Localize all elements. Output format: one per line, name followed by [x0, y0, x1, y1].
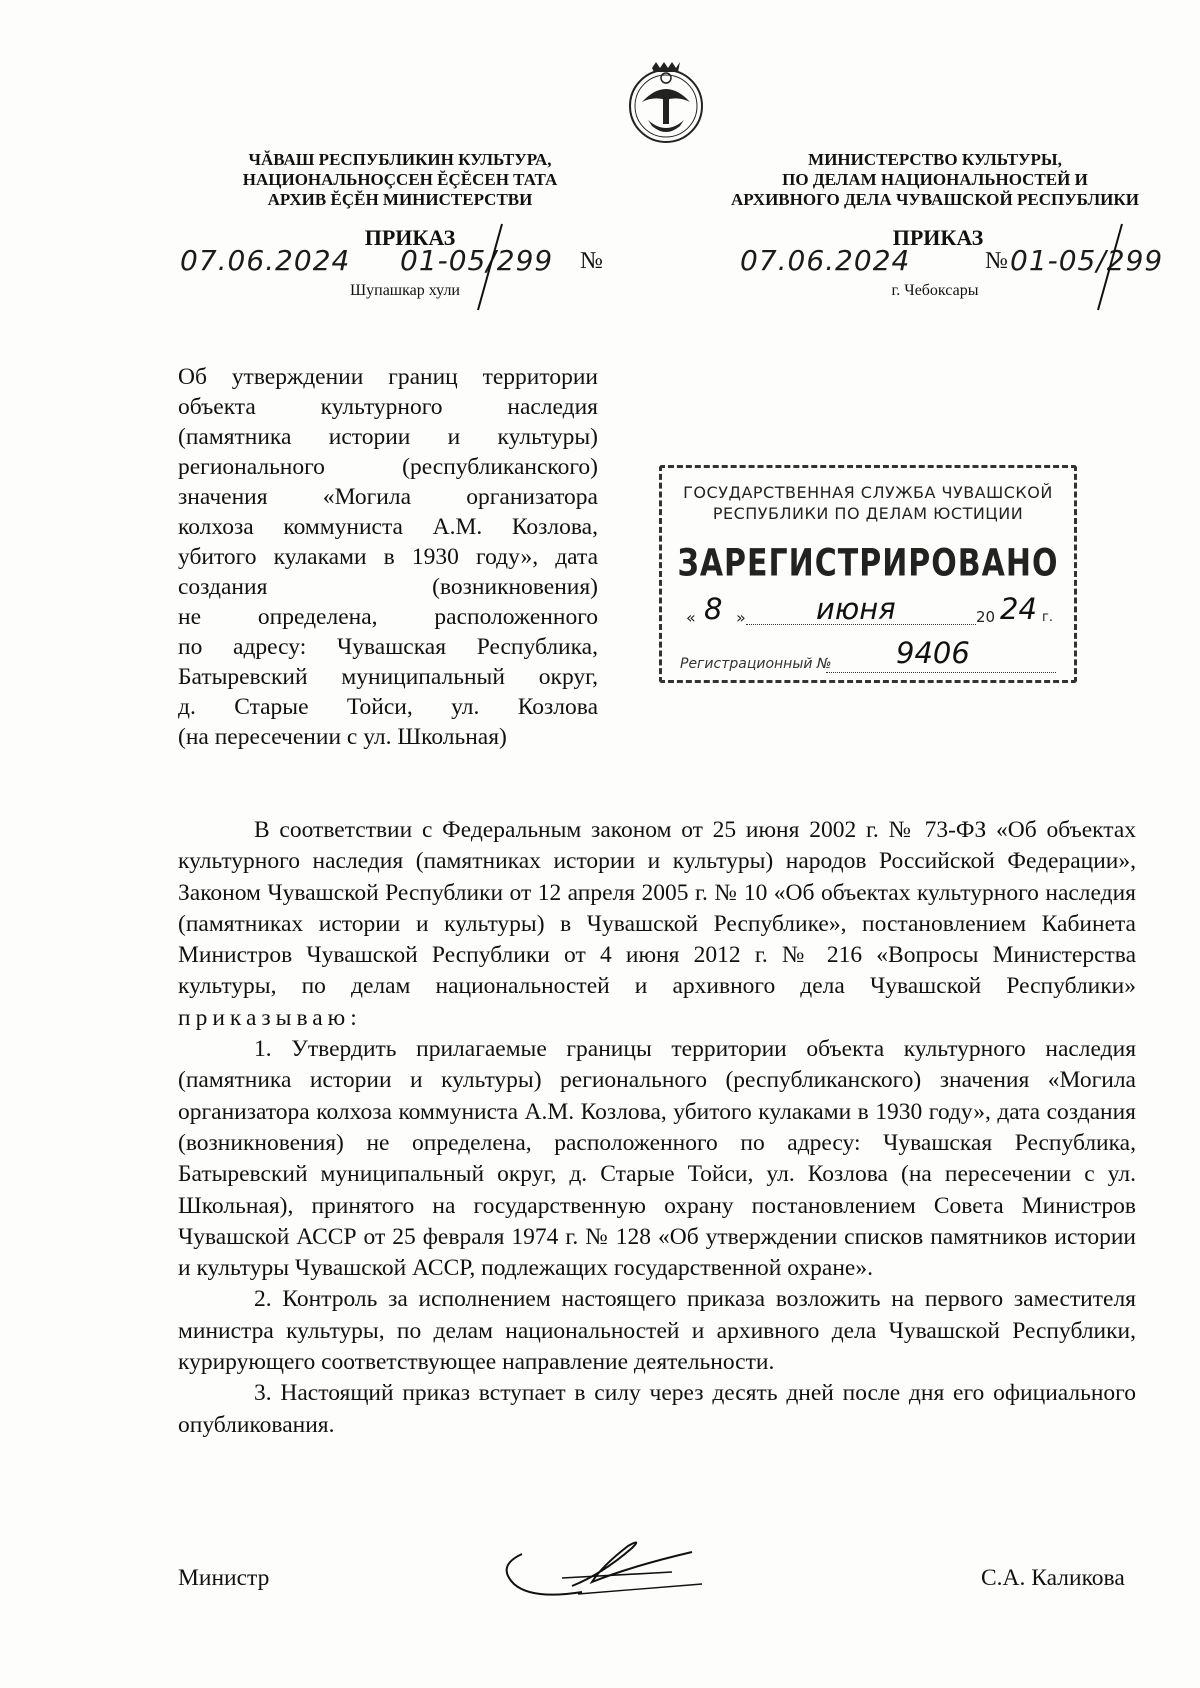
stamp-number-dots	[826, 672, 1056, 673]
title-line: (памятника истории и культуры)	[178, 424, 598, 450]
stamp-org	[662, 482, 1074, 524]
stamp-reg-label: Регистрационный №	[680, 656, 832, 672]
stamp-date	[676, 592, 1066, 634]
stamp-registered: ЗАРЕГИСТРИРОВАНО	[677, 541, 1059, 586]
order-no-sign-left: №	[580, 248, 603, 274]
title-line: регионального (республиканского)	[178, 454, 598, 480]
header-right-line: МИНИСТЕРСТВО КУЛЬТУРЫ,	[808, 150, 1062, 169]
stamp-org-line: РЕСПУБЛИКИ ПО ДЕЛАМ ЮСТИЦИИ	[712, 504, 1024, 523]
stamp-year-prefix: 20	[976, 608, 996, 626]
title-line: убитого кулаками в 1930 году», дата	[178, 544, 598, 570]
title-line: создания (возникновения)	[178, 574, 598, 600]
signature-position: Министр	[178, 1565, 270, 1591]
order-date-right: 07.06.2024	[740, 244, 911, 277]
title-line: Об утверждении границ территории	[178, 364, 598, 390]
stamp-quote-open: «	[686, 608, 696, 627]
header-right-line: АРХИВНОГО ДЕЛА ЧУВАШСКОЙ РЕСПУБЛИКИ	[731, 190, 1139, 209]
slash-mark-icon	[470, 222, 510, 312]
header-right-line: ПО ДЕЛАМ НАЦИОНАЛЬНОСТЕЙ И	[782, 170, 1088, 189]
order-number-right: 01-05/299	[1010, 244, 1164, 277]
body-paragraph-text: В соответствии с Федеральным законом от 25 июня 2002 г. № 73-ФЗ «Об объектах культурного наследия (памятниках истории и культуры) народов Российской Федерации», Законом Чувашской Республики от 12 апреля 2005 г. № 10 «Об объектах культурного наследия (памятниках истории и культуры) в Чувашской Республике», постановлением Кабинета Министров Чувашской Республики от 4 июня 2012 г. № 216 «Вопросы Министерства культуры, по делам национальностей и архивного дела Чувашской Республики»	[178, 817, 1136, 1000]
title-line: колхоза коммуниста А.М. Козлова,	[178, 514, 598, 540]
order-number-left: 01-05/299	[400, 244, 554, 277]
header-left-line: ЧĂВАШ РЕСПУБЛИКИН КУЛЬТУРА,	[248, 150, 552, 169]
order-no-sign-right: №	[985, 248, 1008, 274]
stamp-month: июня	[816, 592, 896, 626]
stamp-number-row	[676, 636, 1066, 680]
header-left-line: НАЦИОНАЛЬНОÇСЕН ĔÇĔСЕН ТАТА	[242, 170, 558, 189]
body-paragraph: 3. Настоящий приказ вступает в силу через десять дней после дня его официального опубликования.	[178, 1380, 1136, 1438]
title-line: (на пересечении с ул. Школьная)	[178, 724, 507, 750]
handwritten-signature	[492, 1526, 732, 1608]
stamp-day: 8	[704, 592, 723, 626]
stamp-quote-close: »	[736, 608, 746, 627]
header-right	[700, 150, 1170, 210]
title-line: не определена, расположенного	[178, 604, 598, 630]
header-left	[200, 150, 600, 210]
emblem-icon	[618, 56, 714, 152]
stamp-year-suffix: 24	[1000, 592, 1037, 626]
stamp-reg-number: 9406	[896, 636, 970, 670]
slash-mark-icon	[1090, 222, 1130, 312]
order-keyword: приказываю:	[178, 1004, 362, 1031]
stamp-org-line: ГОСУДАРСТВЕННАЯ СЛУЖБА ЧУВАШСКОЙ	[683, 483, 1053, 502]
document-body	[178, 815, 1136, 1441]
title-line: Батыревский муниципальный округ,	[178, 664, 598, 690]
body-paragraph: 2. Контроль за исполнением настоящего приказа возложить на первого заместителя министра культуры, по делам национальностей и архивного дела Чувашской Республики, курирующего соответствующее направление деятельности.	[178, 1286, 1136, 1376]
order-place-right: г. Чебоксары	[891, 282, 979, 299]
header-left-line: АРХИВ ĔÇĔН МИНИСТЕРСТВИ	[267, 190, 533, 209]
signature-name: С.А. Каликова	[981, 1565, 1125, 1591]
order-date-left: 07.06.2024	[180, 244, 351, 277]
stamp-year-unit: г.	[1042, 610, 1053, 625]
body-paragraph: 1. Утвердить прилагаемые границы территории объекта культурного наследия (памятника истории и культуры) регионального (республиканского) значения «Могила организатора колхоза коммуниста А.М. Козлова, убитого кулаками в 1930 году», дата создания (возникновения) не определена, расположенного по адресу: Чувашская Республика, Батыревский муниципальный округ, д. Старые Тойси, ул. Козлова (на пересечении с ул. Школьная), принятого на государственную охрану постановлением Совета Министров Чувашской АССР от 25 февраля 1974 г. № 128 «Об утверждении списков памятников истории и культуры Чувашской АССР, подлежащих государственной охране».	[178, 1036, 1136, 1282]
title-line: д. Старые Тойси, ул. Козлова	[178, 694, 598, 720]
registration-stamp	[659, 465, 1077, 683]
document-title	[178, 362, 598, 752]
order-word-left: ПРИКАЗ	[364, 225, 456, 250]
title-line: значения «Могила организатора	[178, 484, 598, 510]
title-line: объекта культурного наследия	[178, 394, 598, 420]
title-line: по адресу: Чувашская Республика,	[178, 634, 598, 660]
body-paragraph	[178, 815, 1136, 1034]
order-word-right: ПРИКАЗ	[892, 225, 984, 250]
order-place-left: Шупашкар хули	[350, 282, 460, 299]
